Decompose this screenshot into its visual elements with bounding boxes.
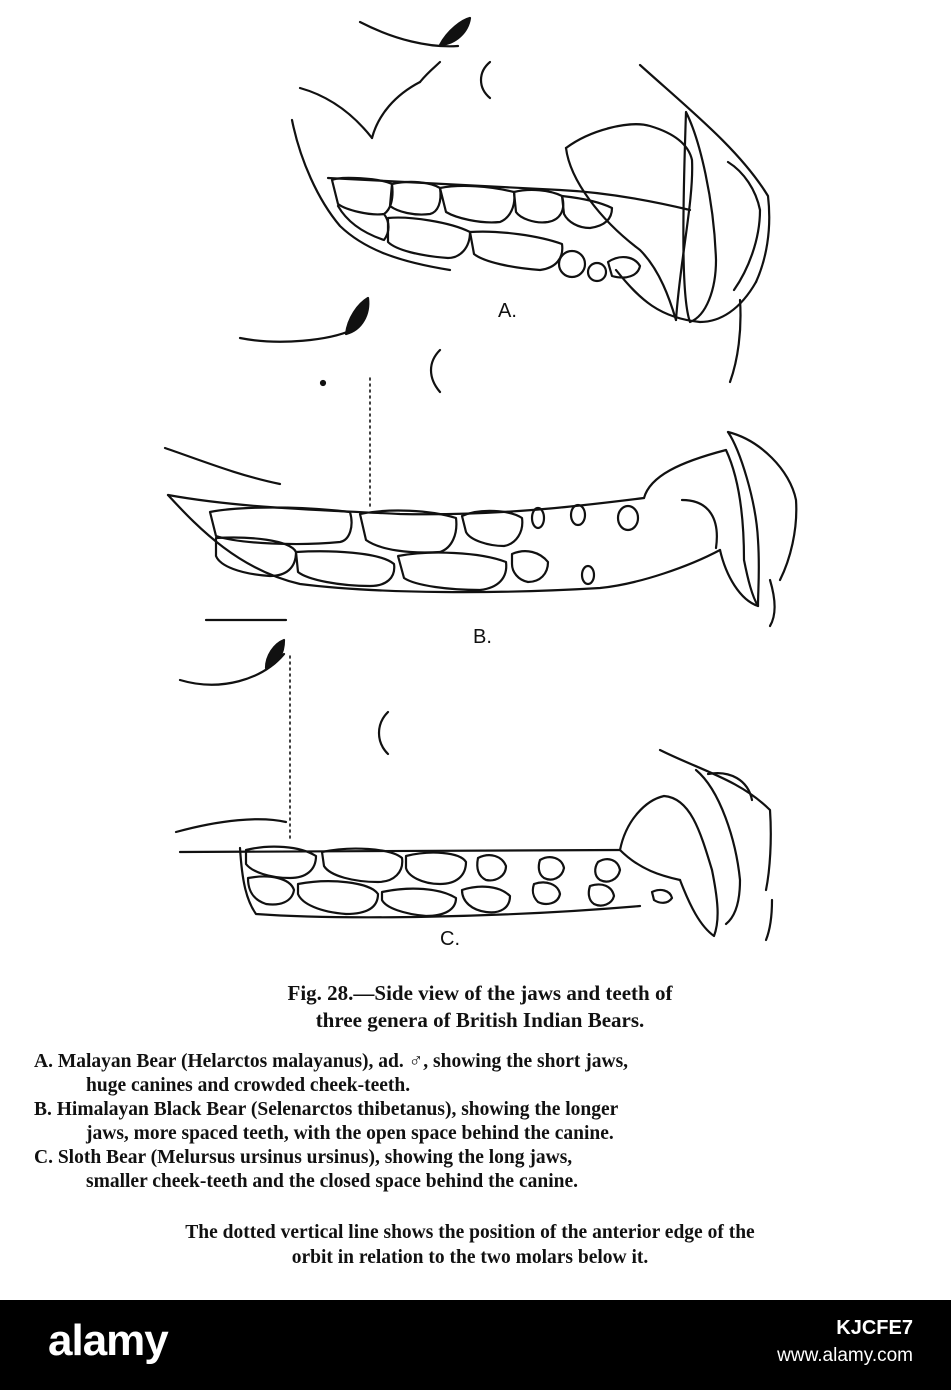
caption-item-b-line-1: B. Himalayan Black Bear (Selenarctos thibetanus), showing the longer	[34, 1099, 619, 1120]
note-line-1: The dotted vertical line shows the position of the anterior edge of the	[185, 1222, 755, 1243]
caption-item-b	[34, 1098, 914, 1146]
label-c: C.	[440, 928, 460, 950]
caption-item-a-line-2: huge canines and crowded cheek-teeth.	[86, 1075, 411, 1096]
jaw-a-drawing	[292, 18, 769, 382]
watermark-footer	[0, 1300, 951, 1390]
jaw-b-drawing	[165, 298, 796, 626]
alamy-logo: alamy	[48, 1316, 168, 1365]
caption-item-a	[34, 1050, 914, 1098]
caption-item-c-line-2: smaller cheek-teeth and the closed space behind the canine.	[86, 1171, 578, 1192]
footer-info	[777, 1314, 913, 1370]
caption-item-a-line-1: A. Malayan Bear (Helarctos malayanus), ad. ♂, showing the short jaws,	[34, 1051, 629, 1072]
note-line-2: orbit in relation to the two molars below it.	[291, 1247, 649, 1268]
figure-caption-title	[120, 980, 840, 1034]
caption-item-b-line-2: jaws, more spaced teeth, with the open space behind the canine.	[86, 1123, 614, 1144]
jaw-c-drawing	[176, 620, 772, 940]
label-b: B.	[473, 626, 492, 648]
caption-title-line-2: three genera of British Indian Bears.	[315, 1008, 645, 1032]
site-url: www.alamy.com	[777, 1345, 913, 1366]
caption-note	[30, 1220, 910, 1270]
image-id: KJCFE7	[836, 1317, 913, 1339]
caption-item-c	[34, 1146, 914, 1194]
caption-items	[34, 1050, 914, 1194]
label-a: A.	[498, 300, 517, 322]
caption-title-line-1: Fig. 28.—Side view of the jaws and teeth of	[287, 981, 673, 1005]
caption-item-c-line-1: C. Sloth Bear (Melursus ursinus ursinus), showing the long jaws,	[34, 1147, 573, 1168]
